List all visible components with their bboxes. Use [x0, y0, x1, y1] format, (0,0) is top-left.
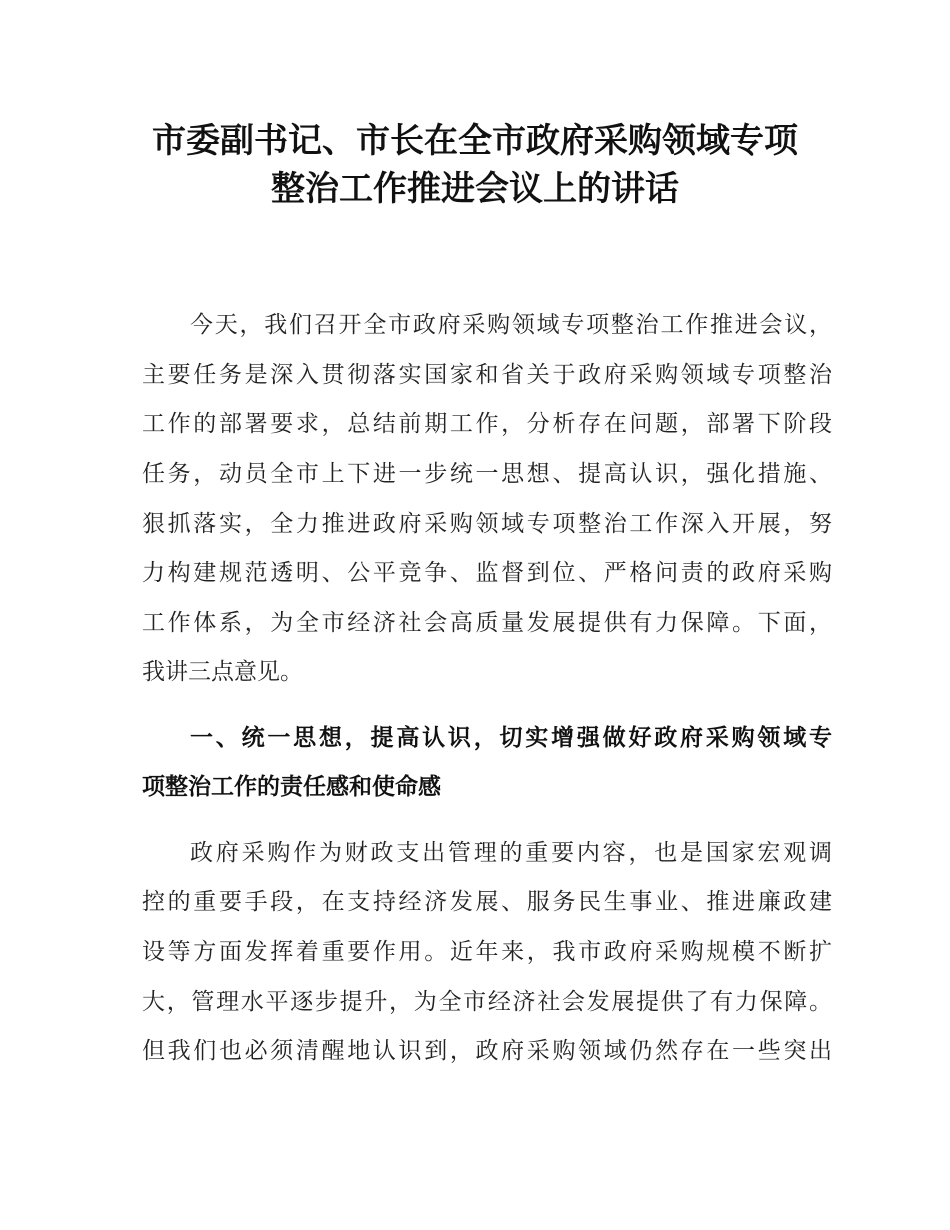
document-title-line-2: 整治工作推进会议上的讲话	[271, 169, 679, 209]
paragraph-1-line-1: 今天，我们召开全市政府采购领域专项整治工作推进会议，	[190, 312, 832, 338]
paragraph-1-line-8: 我讲三点意见。	[142, 659, 303, 685]
paragraph-2-line-1: 政府采购作为财政支出管理的重要内容，也是国家宏观调	[190, 840, 832, 866]
paragraph-1-line-3: 工作的部署要求，总结前期工作，分析存在问题，部署下阶段	[142, 411, 832, 437]
paragraph-1-line-7: 工作体系，为全市经济社会高质量发展提供有力保障。下面，	[142, 610, 832, 636]
paragraph-1-line-2: 主要任务是深入贯彻落实国家和省关于政府采购领域专项整治	[142, 362, 832, 388]
paragraph-2-line-4: 大，管理水平逐步提升，为全市经济社会发展提供了有力保障。	[142, 989, 832, 1015]
section-heading-1-line-1: 一、统一思想，提高认识，切实增强做好政府采购领域专	[190, 725, 832, 751]
paragraph-2-line-3: 设等方面发挥着重要作用。近年来，我市政府采购规模不断扩	[142, 939, 832, 965]
paragraph-2-line-5: 但我们也必须清醒地认识到，政府采购领域仍然存在一些突出	[142, 1038, 832, 1064]
paragraph-1-line-4: 任务，动员全市上下进一步统一思想、提高认识，强化措施、	[142, 461, 832, 487]
paragraph-2-line-2: 控的重要手段，在支持经济发展、服务民生事业、推进廉政建	[142, 889, 832, 915]
document-title-line-1: 市委副书记、市长在全市政府采购领域专项	[152, 121, 798, 161]
paragraph-1-line-5: 狠抓落实，全力推进政府采购领域专项整治工作深入开展，努	[142, 511, 832, 537]
section-heading-1-line-2: 项整治工作的责任感和使命感	[142, 774, 441, 800]
paragraph-1-line-6: 力构建规范透明、公平竞争、监督到位、严格问责的政府采购	[142, 560, 832, 586]
